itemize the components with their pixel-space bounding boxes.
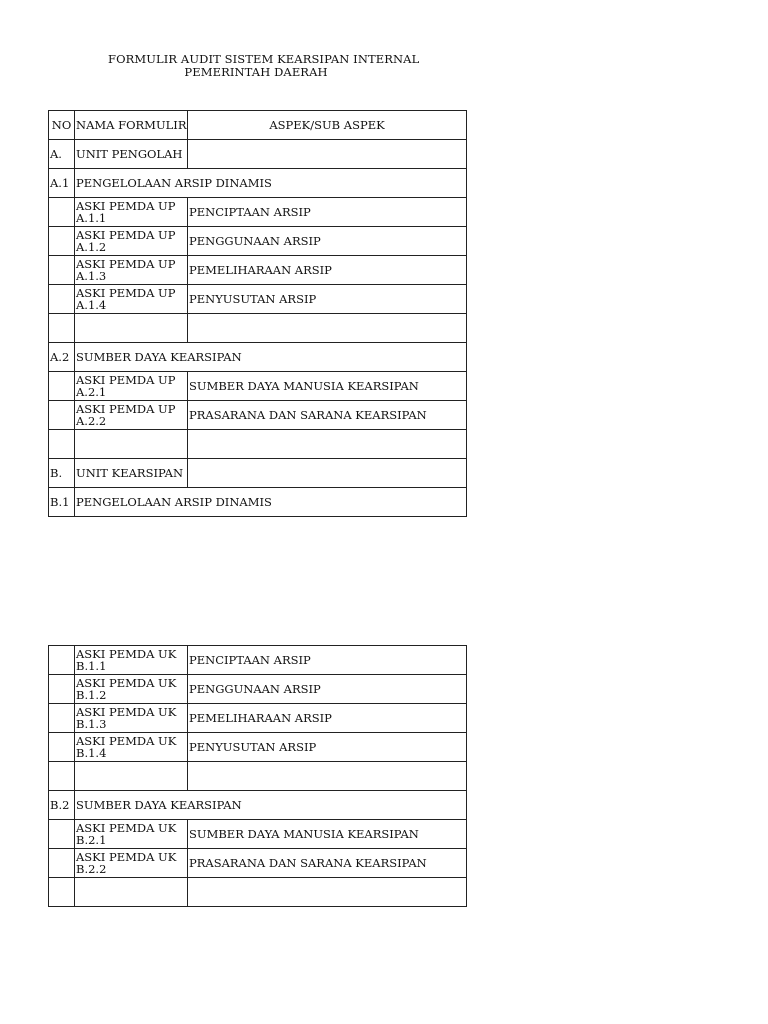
- table-header-row: [49, 111, 467, 140]
- aspect-name: SUMBER DAYA MANUSIA KEARSIPAN: [188, 372, 467, 401]
- table-row: [49, 820, 467, 849]
- row-number: A.: [49, 140, 75, 169]
- row-number: A.1: [49, 169, 75, 198]
- form-name-line-1: ASKI PEMDA UK: [76, 821, 177, 835]
- form-name: [75, 256, 188, 285]
- empty-cell: [188, 762, 467, 791]
- empty-cell: [49, 285, 75, 314]
- empty-row: [49, 762, 467, 791]
- section-row: [49, 140, 467, 169]
- aspect-name: PRASARANA DAN SARANA KEARSIPAN: [188, 849, 467, 878]
- form-code: B.1.1: [76, 659, 107, 673]
- form-name-line-1: ASKI PEMDA UP: [76, 257, 176, 271]
- empty-cell: [49, 227, 75, 256]
- form-name: [75, 733, 188, 762]
- empty-cell: [49, 646, 75, 675]
- empty-row: [49, 878, 467, 907]
- empty-cell: [49, 430, 75, 459]
- table-row: [49, 285, 467, 314]
- form-name-line-1: ASKI PEMDA UP: [76, 199, 176, 213]
- form-code: B.2.1: [76, 833, 107, 847]
- empty-cell: [188, 878, 467, 907]
- form-code: A.2.2: [76, 414, 107, 428]
- empty-cell: [75, 762, 188, 791]
- empty-cell: [49, 256, 75, 285]
- section-title: UNIT KEARSIPAN: [75, 459, 188, 488]
- subsection-title: PENGELOLAAN ARSIP DINAMIS: [75, 488, 467, 517]
- aspect-name: PENGGUNAAN ARSIP: [188, 675, 467, 704]
- form-code: A.2.1: [76, 385, 107, 399]
- document-title: [108, 52, 420, 79]
- table-row: [49, 372, 467, 401]
- empty-cell: [49, 849, 75, 878]
- form-code: A.1.2: [76, 240, 107, 254]
- table-row: [49, 198, 467, 227]
- table-body-2: [49, 646, 467, 907]
- subsection-title: SUMBER DAYA KEARSIPAN: [75, 343, 467, 372]
- aspect-name: PEMELIHARAAN ARSIP: [188, 704, 467, 733]
- empty-cell: [75, 430, 188, 459]
- form-name-line-1: ASKI PEMDA UK: [76, 676, 177, 690]
- form-name: [75, 675, 188, 704]
- table-row: [49, 256, 467, 285]
- form-name-line-1: ASKI PEMDA UK: [76, 705, 177, 719]
- form-code: B.2.2: [76, 862, 107, 876]
- table-row: [49, 227, 467, 256]
- empty-cell: [49, 820, 75, 849]
- subsection-row: [49, 343, 467, 372]
- empty-cell: [49, 878, 75, 907]
- empty-cell: [49, 762, 75, 791]
- form-name-line-1: ASKI PEMDA UP: [76, 286, 176, 300]
- aspect-name: PENCIPTAAN ARSIP: [188, 646, 467, 675]
- aspect-name: SUMBER DAYA MANUSIA KEARSIPAN: [188, 820, 467, 849]
- empty-cell: [75, 878, 188, 907]
- audit-table-2: [48, 645, 467, 907]
- empty-cell: [75, 314, 188, 343]
- form-name: [75, 198, 188, 227]
- empty-row: [49, 314, 467, 343]
- form-name-line-1: ASKI PEMDA UP: [76, 228, 176, 242]
- title-line-2: PEMERINTAH DAERAH: [184, 65, 328, 79]
- form-name: [75, 646, 188, 675]
- form-code: B.1.3: [76, 717, 107, 731]
- subsection-row: [49, 791, 467, 820]
- aspect-name: PEMELIHARAAN ARSIP: [188, 256, 467, 285]
- empty-cell: [49, 372, 75, 401]
- form-code: B.1.2: [76, 688, 107, 702]
- form-name: [75, 372, 188, 401]
- empty-cell: [188, 459, 467, 488]
- form-code: A.1.3: [76, 269, 107, 283]
- section-row: [49, 459, 467, 488]
- subsection-title: PENGELOLAAN ARSIP DINAMIS: [75, 169, 467, 198]
- subsection-title: SUMBER DAYA KEARSIPAN: [75, 791, 467, 820]
- form-code: A.1.1: [76, 211, 107, 225]
- form-name-line-1: ASKI PEMDA UP: [76, 402, 176, 416]
- header-aspek: ASPEK/SUB ASPEK: [188, 111, 467, 140]
- header-nama-formulir: NAMA FORMULIR: [75, 111, 188, 140]
- row-number: B.: [49, 459, 75, 488]
- header-no: NO: [49, 111, 75, 140]
- empty-cell: [188, 140, 467, 169]
- subsection-row: [49, 169, 467, 198]
- table-row: [49, 401, 467, 430]
- aspect-name: PENYUSUTAN ARSIP: [188, 285, 467, 314]
- form-name-line-1: ASKI PEMDA UK: [76, 734, 177, 748]
- empty-cell: [49, 675, 75, 704]
- table-row: [49, 849, 467, 878]
- form-code: A.1.4: [76, 298, 107, 312]
- row-number: B.1: [49, 488, 75, 517]
- form-name-line-1: ASKI PEMDA UK: [76, 850, 177, 864]
- table-row: [49, 646, 467, 675]
- empty-cell: [49, 314, 75, 343]
- form-name-line-1: ASKI PEMDA UK: [76, 647, 177, 661]
- empty-cell: [188, 430, 467, 459]
- form-name: [75, 704, 188, 733]
- aspect-name: PENYUSUTAN ARSIP: [188, 733, 467, 762]
- empty-cell: [188, 314, 467, 343]
- empty-cell: [49, 401, 75, 430]
- table-row: [49, 675, 467, 704]
- aspect-name: PENGGUNAAN ARSIP: [188, 227, 467, 256]
- table-row: [49, 733, 467, 762]
- row-number: B.2: [49, 791, 75, 820]
- form-name: [75, 849, 188, 878]
- empty-row: [49, 430, 467, 459]
- form-name: [75, 227, 188, 256]
- audit-table-1: [48, 110, 467, 517]
- aspect-name: PENCIPTAAN ARSIP: [188, 198, 467, 227]
- form-code: B.1.4: [76, 746, 107, 760]
- form-name: [75, 285, 188, 314]
- empty-cell: [49, 198, 75, 227]
- row-number: A.2: [49, 343, 75, 372]
- aspect-name: PRASARANA DAN SARANA KEARSIPAN: [188, 401, 467, 430]
- empty-cell: [49, 733, 75, 762]
- table-row: [49, 704, 467, 733]
- section-title: UNIT PENGOLAH: [75, 140, 188, 169]
- title-line-1: FORMULIR AUDIT SISTEM KEARSIPAN INTERNAL: [108, 52, 420, 66]
- empty-cell: [49, 704, 75, 733]
- form-name-line-1: ASKI PEMDA UP: [76, 373, 176, 387]
- subsection-row: [49, 488, 467, 517]
- form-name: [75, 401, 188, 430]
- form-name: [75, 820, 188, 849]
- table-body-1: [49, 140, 467, 517]
